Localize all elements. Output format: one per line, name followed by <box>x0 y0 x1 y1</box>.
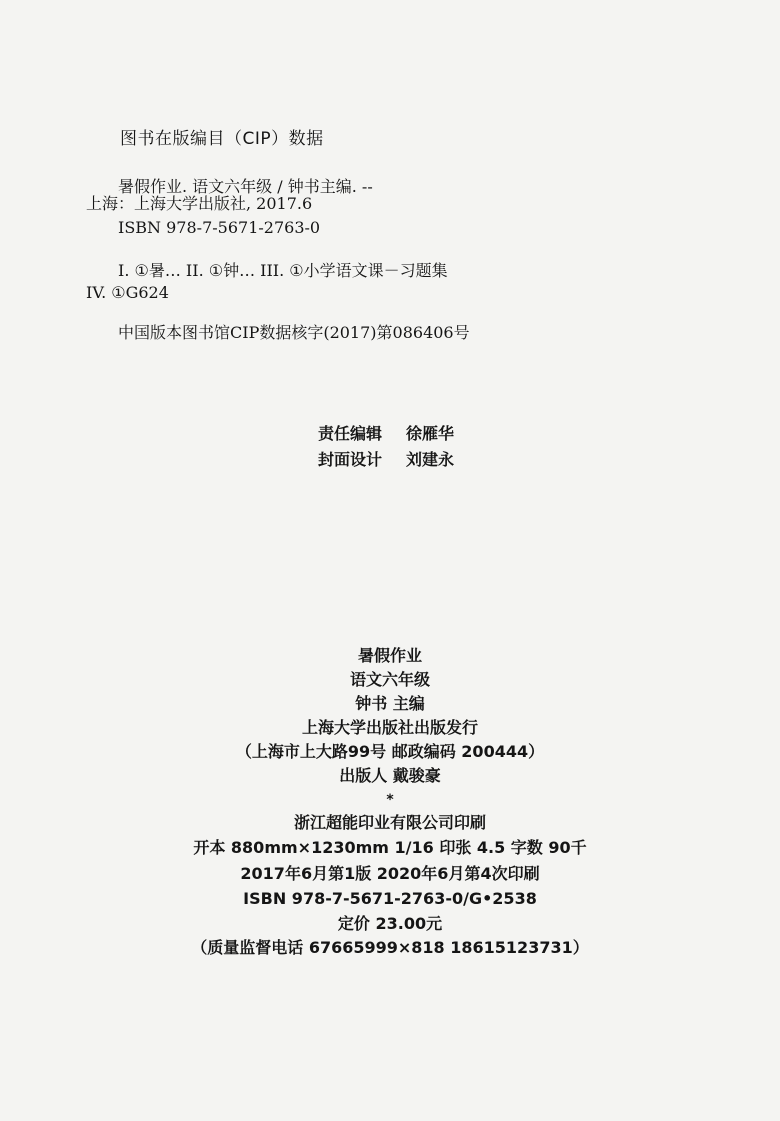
credit-name: 徐雁华 <box>406 424 455 443</box>
cip-subject-headings: I. ①暑… II. ①钟… III. ①小学语文课－习题集 <box>118 261 448 280</box>
colophon-price: 定价 23.00元 <box>337 914 443 933</box>
colophon-isbn: ISBN 978-7-5671-2763-0/G•2538 <box>243 889 537 908</box>
colophon-subtitle: 语文六年级 <box>349 670 430 689</box>
cip-isbn: ISBN 978-7-5671-2763-0 <box>118 218 321 237</box>
cip-record-number: 中国版本图书馆CIP数据核字(2017)第086406号 <box>118 323 470 342</box>
colophon-publisher-person: 出版人 戴骏豪 <box>339 766 441 785</box>
credit-name: 刘建永 <box>406 450 455 469</box>
colophon-book-title: 暑假作业 <box>357 646 422 665</box>
colophon-edition: 2017年6月第1版 2020年6月第4次印刷 <box>240 864 540 883</box>
cip-publisher-entry: 上海：上海大学出版社, 2017.6 <box>86 194 313 213</box>
cip-book-entry: 暑假作业. 语文六年级 / 钟书主编. -- <box>118 177 373 196</box>
colophon-separator-star: * <box>386 792 394 808</box>
colophon-address: （上海市上大路99号 邮政编码 200444） <box>235 742 545 761</box>
colophon-hotline: （质量监督电话 67665999×818 18615123731） <box>191 938 589 957</box>
credit-row-cover-design <box>318 450 454 470</box>
cip-title: 图书在版编目（CIP）数据 <box>120 129 324 149</box>
credit-row-editor <box>318 424 454 444</box>
colophon-editor: 钟书 主编 <box>355 694 425 713</box>
colophon-format: 开本 880mm×1230mm 1/16 印张 4.5 字数 90千 <box>193 838 587 857</box>
colophon-printer: 浙江超能印业有限公司印刷 <box>293 813 486 832</box>
credit-role: 封面设计 <box>318 450 383 469</box>
colophon-publisher: 上海大学出版社出版发行 <box>301 718 478 737</box>
credit-role: 责任编辑 <box>318 424 383 443</box>
cip-classification: IV. ①G624 <box>86 283 169 302</box>
